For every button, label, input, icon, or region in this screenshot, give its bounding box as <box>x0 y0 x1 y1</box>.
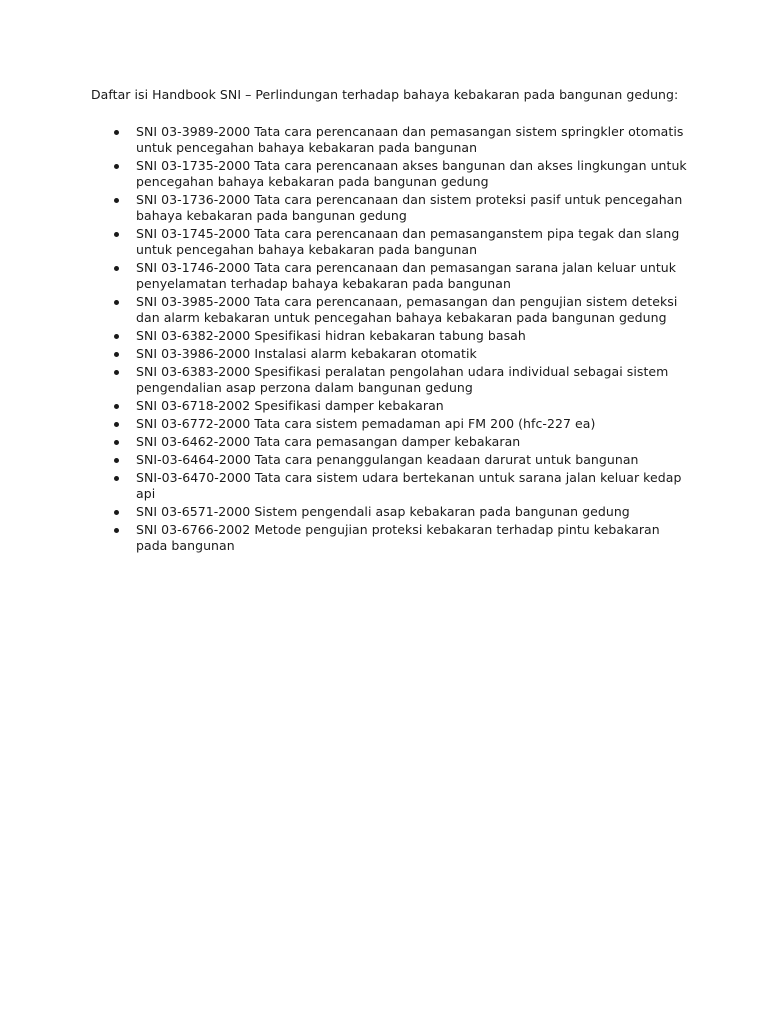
bullet-icon <box>114 198 119 203</box>
bullet-icon <box>114 510 119 515</box>
list-item-text: SNI 03-6772-2000 Tata cara sistem pemadaman api FM 200 (hfc-227 ea) <box>136 416 596 431</box>
list-item-text: SNI-03-6464-2000 Tata cara penanggulangan keadaan darurat untuk bangunan <box>136 452 639 467</box>
document-heading: Daftar isi Handbook SNI – Perlindungan terhadap bahaya kebakaran pada bangunan gedung: <box>91 87 679 102</box>
standards-list <box>91 124 691 554</box>
list-item-text: SNI 03-6718-2002 Spesifikasi damper kebakaran <box>136 398 444 413</box>
bullet-icon <box>114 476 119 481</box>
bullet-icon <box>114 232 119 237</box>
list-item-text: SNI 03-3986-2000 Instalasi alarm kebakaran otomatik <box>136 346 477 361</box>
list-item <box>91 452 691 468</box>
bullet-icon <box>114 370 119 375</box>
list-item-text: SNI 03-6462-2000 Tata cara pemasangan damper kebakaran <box>136 434 521 449</box>
list-item-text: SNI 03-3989-2000 Tata cara perencanaan dan pemasangan sistem springkler otomatis untuk pencegahan bahaya kebakaran pada bangunan <box>136 124 684 155</box>
list-item-text: SNI 03-6382-2000 Spesifikasi hidran kebakaran tabung basah <box>136 328 526 343</box>
list-item <box>91 260 691 292</box>
bullet-icon <box>114 404 119 409</box>
list-item <box>91 522 691 554</box>
bullet-icon <box>114 164 119 169</box>
list-item <box>91 328 691 344</box>
list-item-text: SNI 03-3985-2000 Tata cara perencanaan, pemasangan dan pengujian sistem deteksi dan alarm kebakaran untuk pencegahan bahaya kebakaran pada bangunan gedung <box>136 294 678 325</box>
bullet-icon <box>114 458 119 463</box>
list-item <box>91 124 691 156</box>
list-item-text: SNI 03-1735-2000 Tata cara perencanaan akses bangunan dan akses lingkungan untuk pencegahan bahaya kebakaran pada bangunan gedung <box>136 158 687 189</box>
list-item <box>91 294 691 326</box>
list-item <box>91 158 691 190</box>
list-item-text: SNI 03-6766-2002 Metode pengujian proteksi kebakaran terhadap pintu kebakaran pada bangunan <box>136 522 660 553</box>
list-item <box>91 364 691 396</box>
list-item <box>91 416 691 432</box>
document-content <box>91 87 691 556</box>
bullet-icon <box>114 300 119 305</box>
bullet-icon <box>114 422 119 427</box>
list-item-text: SNI 03-6383-2000 Spesifikasi peralatan pengolahan udara individual sebagai sistem pengendalian asap perzona dalam bangunan gedung <box>136 364 669 395</box>
bullet-icon <box>114 334 119 339</box>
list-item <box>91 504 691 520</box>
list-item-text: SNI 03-1736-2000 Tata cara perencanaan dan sistem proteksi pasif untuk pencegahan bahaya kebakaran pada bangunan gedung <box>136 192 683 223</box>
list-item-text: SNI-03-6470-2000 Tata cara sistem udara bertekanan untuk sarana jalan keluar kedap api <box>136 470 682 501</box>
list-item <box>91 346 691 362</box>
list-item <box>91 192 691 224</box>
list-item-text: SNI 03-6571-2000 Sistem pengendali asap kebakaran pada bangunan gedung <box>136 504 630 519</box>
list-item <box>91 470 691 502</box>
list-item <box>91 226 691 258</box>
list-item <box>91 434 691 450</box>
list-item <box>91 398 691 414</box>
list-item-text: SNI 03-1746-2000 Tata cara perencanaan dan pemasangan sarana jalan keluar untuk penyelamatan terhadap bahaya kebakaran pada bangunan <box>136 260 677 291</box>
bullet-icon <box>114 528 119 533</box>
list-item-text: SNI 03-1745-2000 Tata cara perencanaan dan pemasanganstem pipa tegak dan slang untuk pencegahan bahaya kebakaran pada bangunan <box>136 226 680 257</box>
bullet-icon <box>114 130 119 135</box>
bullet-icon <box>114 440 119 445</box>
bullet-icon <box>114 352 119 357</box>
bullet-icon <box>114 266 119 271</box>
